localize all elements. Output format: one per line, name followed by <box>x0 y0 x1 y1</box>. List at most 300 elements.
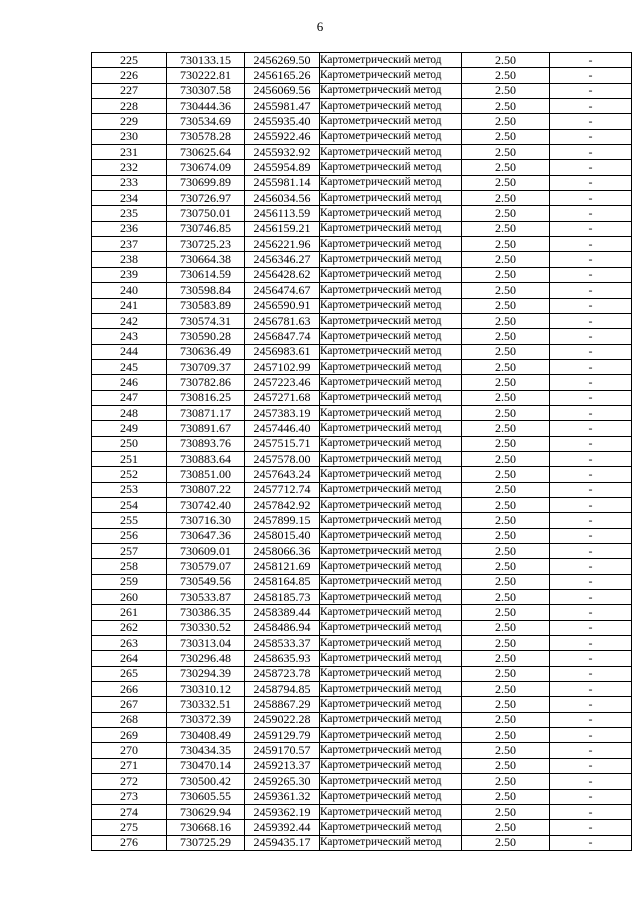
point-number-cell: 263 <box>92 636 167 651</box>
note-cell: - <box>550 145 632 160</box>
point-number-cell: 272 <box>92 774 167 789</box>
y-coordinate-cell: 2456069.56 <box>245 83 320 98</box>
y-coordinate-cell: 2456165.26 <box>245 68 320 83</box>
accuracy-cell: 2.50 <box>462 697 550 712</box>
method-cell: Картометрический метод <box>320 313 462 328</box>
method-cell: Картометрический метод <box>320 421 462 436</box>
accuracy-cell: 2.50 <box>462 743 550 758</box>
table-row <box>92 789 632 804</box>
table-row <box>92 590 632 605</box>
table-row <box>92 528 632 543</box>
note-cell: - <box>550 590 632 605</box>
point-number-cell: 242 <box>92 313 167 328</box>
table-row <box>92 774 632 789</box>
table-row <box>92 83 632 98</box>
method-cell: Картометрический метод <box>320 68 462 83</box>
accuracy-cell: 2.50 <box>462 574 550 589</box>
x-coordinate-cell: 730625.64 <box>167 145 245 160</box>
x-coordinate-cell: 730590.28 <box>167 329 245 344</box>
method-cell: Картометрический метод <box>320 728 462 743</box>
method-cell: Картометрический метод <box>320 83 462 98</box>
table-row <box>92 145 632 160</box>
note-cell: - <box>550 758 632 773</box>
accuracy-cell: 2.50 <box>462 436 550 451</box>
table-row <box>92 482 632 497</box>
note-cell: - <box>550 83 632 98</box>
point-number-cell: 245 <box>92 359 167 374</box>
accuracy-cell: 2.50 <box>462 145 550 160</box>
method-cell: Картометрический метод <box>320 175 462 190</box>
point-number-cell: 259 <box>92 574 167 589</box>
accuracy-cell: 2.50 <box>462 651 550 666</box>
x-coordinate-cell: 730470.14 <box>167 758 245 773</box>
point-number-cell: 253 <box>92 482 167 497</box>
note-cell: - <box>550 682 632 697</box>
note-cell: - <box>550 390 632 405</box>
y-coordinate-cell: 2459361.32 <box>245 789 320 804</box>
note-cell: - <box>550 175 632 190</box>
y-coordinate-cell: 2457643.24 <box>245 467 320 482</box>
accuracy-cell: 2.50 <box>462 682 550 697</box>
method-cell: Картометрический метод <box>320 206 462 221</box>
y-coordinate-cell: 2458389.44 <box>245 605 320 620</box>
note-cell: - <box>550 421 632 436</box>
y-coordinate-cell: 2459435.17 <box>245 835 320 850</box>
method-cell: Картометрический метод <box>320 283 462 298</box>
accuracy-cell: 2.50 <box>462 237 550 252</box>
note-cell: - <box>550 283 632 298</box>
accuracy-cell: 2.50 <box>462 405 550 420</box>
table-row <box>92 651 632 666</box>
point-number-cell: 271 <box>92 758 167 773</box>
note-cell: - <box>550 482 632 497</box>
table-row <box>92 743 632 758</box>
point-number-cell: 244 <box>92 344 167 359</box>
coordinates-table-body <box>92 53 632 851</box>
x-coordinate-cell: 730310.12 <box>167 682 245 697</box>
point-number-cell: 249 <box>92 421 167 436</box>
note-cell: - <box>550 544 632 559</box>
point-number-cell: 241 <box>92 298 167 313</box>
y-coordinate-cell: 2457102.99 <box>245 359 320 374</box>
accuracy-cell: 2.50 <box>462 666 550 681</box>
accuracy-cell: 2.50 <box>462 789 550 804</box>
method-cell: Картометрический метод <box>320 405 462 420</box>
point-number-cell: 240 <box>92 283 167 298</box>
x-coordinate-cell: 730294.39 <box>167 666 245 681</box>
x-coordinate-cell: 730614.59 <box>167 267 245 282</box>
point-number-cell: 274 <box>92 804 167 819</box>
y-coordinate-cell: 2458486.94 <box>245 620 320 635</box>
y-coordinate-cell: 2458015.40 <box>245 528 320 543</box>
point-number-cell: 227 <box>92 83 167 98</box>
method-cell: Картометрический метод <box>320 804 462 819</box>
table-row <box>92 175 632 190</box>
x-coordinate-cell: 730386.35 <box>167 605 245 620</box>
method-cell: Картометрический метод <box>320 682 462 697</box>
accuracy-cell: 2.50 <box>462 820 550 835</box>
x-coordinate-cell: 730725.29 <box>167 835 245 850</box>
accuracy-cell: 2.50 <box>462 344 550 359</box>
x-coordinate-cell: 730133.15 <box>167 53 245 68</box>
point-number-cell: 257 <box>92 544 167 559</box>
y-coordinate-cell: 2456269.50 <box>245 53 320 68</box>
x-coordinate-cell: 730533.87 <box>167 590 245 605</box>
table-row <box>92 191 632 206</box>
x-coordinate-cell: 730807.22 <box>167 482 245 497</box>
y-coordinate-cell: 2457712.74 <box>245 482 320 497</box>
accuracy-cell: 2.50 <box>462 758 550 773</box>
method-cell: Картометрический метод <box>320 160 462 175</box>
method-cell: Картометрический метод <box>320 651 462 666</box>
method-cell: Картометрический метод <box>320 329 462 344</box>
accuracy-cell: 2.50 <box>462 68 550 83</box>
table-row <box>92 390 632 405</box>
x-coordinate-cell: 730408.49 <box>167 728 245 743</box>
accuracy-cell: 2.50 <box>462 712 550 727</box>
point-number-cell: 258 <box>92 559 167 574</box>
y-coordinate-cell: 2455922.46 <box>245 129 320 144</box>
point-number-cell: 225 <box>92 53 167 68</box>
table-row <box>92 221 632 236</box>
x-coordinate-cell: 730891.67 <box>167 421 245 436</box>
y-coordinate-cell: 2455935.40 <box>245 114 320 129</box>
accuracy-cell: 2.50 <box>462 329 550 344</box>
table-row <box>92 758 632 773</box>
accuracy-cell: 2.50 <box>462 590 550 605</box>
method-cell: Картометрический метод <box>320 298 462 313</box>
y-coordinate-cell: 2456159.21 <box>245 221 320 236</box>
y-coordinate-cell: 2456590.91 <box>245 298 320 313</box>
method-cell: Картометрический метод <box>320 820 462 835</box>
table-row <box>92 620 632 635</box>
point-number-cell: 256 <box>92 528 167 543</box>
x-coordinate-cell: 730664.38 <box>167 252 245 267</box>
accuracy-cell: 2.50 <box>462 313 550 328</box>
table-row <box>92 359 632 374</box>
point-number-cell: 273 <box>92 789 167 804</box>
accuracy-cell: 2.50 <box>462 191 550 206</box>
y-coordinate-cell: 2459392.44 <box>245 820 320 835</box>
note-cell: - <box>550 666 632 681</box>
point-number-cell: 252 <box>92 467 167 482</box>
y-coordinate-cell: 2456221.96 <box>245 237 320 252</box>
y-coordinate-cell: 2456346.27 <box>245 252 320 267</box>
y-coordinate-cell: 2456983.61 <box>245 344 320 359</box>
method-cell: Картометрический метод <box>320 697 462 712</box>
accuracy-cell: 2.50 <box>462 53 550 68</box>
y-coordinate-cell: 2456113.59 <box>245 206 320 221</box>
method-cell: Картометрический метод <box>320 513 462 528</box>
table-row <box>92 237 632 252</box>
x-coordinate-cell: 730609.01 <box>167 544 245 559</box>
y-coordinate-cell: 2458121.69 <box>245 559 320 574</box>
note-cell: - <box>550 114 632 129</box>
table-row <box>92 682 632 697</box>
accuracy-cell: 2.50 <box>462 467 550 482</box>
method-cell: Картометрический метод <box>320 835 462 850</box>
table-row <box>92 298 632 313</box>
note-cell: - <box>550 559 632 574</box>
x-coordinate-cell: 730716.30 <box>167 513 245 528</box>
accuracy-cell: 2.50 <box>462 636 550 651</box>
point-number-cell: 235 <box>92 206 167 221</box>
note-cell: - <box>550 743 632 758</box>
accuracy-cell: 2.50 <box>462 99 550 114</box>
method-cell: Картометрический метод <box>320 267 462 282</box>
table-row <box>92 344 632 359</box>
point-number-cell: 250 <box>92 436 167 451</box>
table-row <box>92 405 632 420</box>
point-number-cell: 262 <box>92 620 167 635</box>
accuracy-cell: 2.50 <box>462 451 550 466</box>
point-number-cell: 246 <box>92 375 167 390</box>
point-number-cell: 268 <box>92 712 167 727</box>
table-row <box>92 497 632 512</box>
y-coordinate-cell: 2459362.19 <box>245 804 320 819</box>
method-cell: Картометрический метод <box>320 497 462 512</box>
table-row <box>92 283 632 298</box>
point-number-cell: 260 <box>92 590 167 605</box>
x-coordinate-cell: 730330.52 <box>167 620 245 635</box>
y-coordinate-cell: 2456428.62 <box>245 267 320 282</box>
table-row <box>92 329 632 344</box>
x-coordinate-cell: 730578.28 <box>167 129 245 144</box>
method-cell: Картометрический метод <box>320 574 462 589</box>
y-coordinate-cell: 2459170.57 <box>245 743 320 758</box>
accuracy-cell: 2.50 <box>462 497 550 512</box>
x-coordinate-cell: 730725.23 <box>167 237 245 252</box>
y-coordinate-cell: 2458185.73 <box>245 590 320 605</box>
accuracy-cell: 2.50 <box>462 804 550 819</box>
table-row <box>92 728 632 743</box>
method-cell: Картометрический метод <box>320 191 462 206</box>
point-number-cell: 254 <box>92 497 167 512</box>
accuracy-cell: 2.50 <box>462 83 550 98</box>
note-cell: - <box>550 298 632 313</box>
table-row <box>92 666 632 681</box>
note-cell: - <box>550 313 632 328</box>
x-coordinate-cell: 730313.04 <box>167 636 245 651</box>
point-number-cell: 267 <box>92 697 167 712</box>
accuracy-cell: 2.50 <box>462 252 550 267</box>
accuracy-cell: 2.50 <box>462 728 550 743</box>
page-number: 6 <box>316 19 324 34</box>
point-number-cell: 230 <box>92 129 167 144</box>
note-cell: - <box>550 344 632 359</box>
table-row <box>92 712 632 727</box>
y-coordinate-cell: 2458635.93 <box>245 651 320 666</box>
y-coordinate-cell: 2459022.28 <box>245 712 320 727</box>
method-cell: Картометрический метод <box>320 774 462 789</box>
accuracy-cell: 2.50 <box>462 620 550 635</box>
note-cell: - <box>550 497 632 512</box>
note-cell: - <box>550 206 632 221</box>
x-coordinate-cell: 730574.31 <box>167 313 245 328</box>
table-row <box>92 804 632 819</box>
note-cell: - <box>550 221 632 236</box>
y-coordinate-cell: 2458794.85 <box>245 682 320 697</box>
table-row <box>92 375 632 390</box>
x-coordinate-cell: 730583.89 <box>167 298 245 313</box>
point-number-cell: 236 <box>92 221 167 236</box>
x-coordinate-cell: 730534.69 <box>167 114 245 129</box>
note-cell: - <box>550 804 632 819</box>
y-coordinate-cell: 2457578.00 <box>245 451 320 466</box>
point-number-cell: 234 <box>92 191 167 206</box>
table-row <box>92 206 632 221</box>
note-cell: - <box>550 712 632 727</box>
method-cell: Картометрический метод <box>320 221 462 236</box>
accuracy-cell: 2.50 <box>462 774 550 789</box>
note-cell: - <box>550 68 632 83</box>
y-coordinate-cell: 2457383.19 <box>245 405 320 420</box>
point-number-cell: 238 <box>92 252 167 267</box>
x-coordinate-cell: 730636.49 <box>167 344 245 359</box>
method-cell: Картометрический метод <box>320 467 462 482</box>
method-cell: Картометрический метод <box>320 743 462 758</box>
table-row <box>92 820 632 835</box>
method-cell: Картометрический метод <box>320 53 462 68</box>
accuracy-cell: 2.50 <box>462 267 550 282</box>
point-number-cell: 247 <box>92 390 167 405</box>
point-number-cell: 248 <box>92 405 167 420</box>
y-coordinate-cell: 2458533.37 <box>245 636 320 651</box>
x-coordinate-cell: 730674.09 <box>167 160 245 175</box>
point-number-cell: 269 <box>92 728 167 743</box>
y-coordinate-cell: 2456847.74 <box>245 329 320 344</box>
note-cell: - <box>550 605 632 620</box>
table-row <box>92 451 632 466</box>
method-cell: Картометрический метод <box>320 114 462 129</box>
accuracy-cell: 2.50 <box>462 298 550 313</box>
note-cell: - <box>550 375 632 390</box>
note-cell: - <box>550 528 632 543</box>
table-row <box>92 313 632 328</box>
accuracy-cell: 2.50 <box>462 129 550 144</box>
accuracy-cell: 2.50 <box>462 605 550 620</box>
accuracy-cell: 2.50 <box>462 421 550 436</box>
point-number-cell: 266 <box>92 682 167 697</box>
table-row <box>92 513 632 528</box>
table-row <box>92 114 632 129</box>
note-cell: - <box>550 513 632 528</box>
note-cell: - <box>550 451 632 466</box>
x-coordinate-cell: 730782.86 <box>167 375 245 390</box>
x-coordinate-cell: 730893.76 <box>167 436 245 451</box>
accuracy-cell: 2.50 <box>462 835 550 850</box>
x-coordinate-cell: 730709.37 <box>167 359 245 374</box>
accuracy-cell: 2.50 <box>462 559 550 574</box>
x-coordinate-cell: 730668.16 <box>167 820 245 835</box>
method-cell: Картометрический метод <box>320 451 462 466</box>
point-number-cell: 243 <box>92 329 167 344</box>
method-cell: Картометрический метод <box>320 237 462 252</box>
y-coordinate-cell: 2458066.36 <box>245 544 320 559</box>
accuracy-cell: 2.50 <box>462 221 550 236</box>
table-row <box>92 99 632 114</box>
note-cell: - <box>550 574 632 589</box>
table-row <box>92 697 632 712</box>
note-cell: - <box>550 129 632 144</box>
y-coordinate-cell: 2456034.56 <box>245 191 320 206</box>
accuracy-cell: 2.50 <box>462 544 550 559</box>
x-coordinate-cell: 730434.35 <box>167 743 245 758</box>
y-coordinate-cell: 2458867.29 <box>245 697 320 712</box>
method-cell: Картометрический метод <box>320 252 462 267</box>
point-number-cell: 275 <box>92 820 167 835</box>
method-cell: Картометрический метод <box>320 712 462 727</box>
method-cell: Картометрический метод <box>320 145 462 160</box>
y-coordinate-cell: 2458723.78 <box>245 666 320 681</box>
table-row <box>92 252 632 267</box>
method-cell: Картометрический метод <box>320 129 462 144</box>
x-coordinate-cell: 730579.07 <box>167 559 245 574</box>
table-row <box>92 544 632 559</box>
x-coordinate-cell: 730629.94 <box>167 804 245 819</box>
x-coordinate-cell: 730871.17 <box>167 405 245 420</box>
x-coordinate-cell: 730222.81 <box>167 68 245 83</box>
x-coordinate-cell: 730372.39 <box>167 712 245 727</box>
point-number-cell: 251 <box>92 451 167 466</box>
accuracy-cell: 2.50 <box>462 175 550 190</box>
note-cell: - <box>550 789 632 804</box>
y-coordinate-cell: 2455981.14 <box>245 175 320 190</box>
method-cell: Картометрический метод <box>320 559 462 574</box>
accuracy-cell: 2.50 <box>462 528 550 543</box>
y-coordinate-cell: 2457515.71 <box>245 436 320 451</box>
method-cell: Картометрический метод <box>320 359 462 374</box>
method-cell: Картометрический метод <box>320 789 462 804</box>
method-cell: Картометрический метод <box>320 528 462 543</box>
note-cell: - <box>550 651 632 666</box>
accuracy-cell: 2.50 <box>462 513 550 528</box>
table-row <box>92 68 632 83</box>
point-number-cell: 228 <box>92 99 167 114</box>
point-number-cell: 233 <box>92 175 167 190</box>
table-row <box>92 467 632 482</box>
x-coordinate-cell: 730816.25 <box>167 390 245 405</box>
method-cell: Картометрический метод <box>320 605 462 620</box>
point-number-cell: 226 <box>92 68 167 83</box>
y-coordinate-cell: 2455954.89 <box>245 160 320 175</box>
x-coordinate-cell: 730500.42 <box>167 774 245 789</box>
method-cell: Картометрический метод <box>320 544 462 559</box>
point-number-cell: 264 <box>92 651 167 666</box>
note-cell: - <box>550 697 632 712</box>
note-cell: - <box>550 237 632 252</box>
method-cell: Картометрический метод <box>320 99 462 114</box>
x-coordinate-cell: 730750.01 <box>167 206 245 221</box>
x-coordinate-cell: 730605.55 <box>167 789 245 804</box>
x-coordinate-cell: 730296.48 <box>167 651 245 666</box>
point-number-cell: 229 <box>92 114 167 129</box>
y-coordinate-cell: 2457899.15 <box>245 513 320 528</box>
method-cell: Картометрический метод <box>320 375 462 390</box>
note-cell: - <box>550 620 632 635</box>
accuracy-cell: 2.50 <box>462 114 550 129</box>
x-coordinate-cell: 730647.36 <box>167 528 245 543</box>
y-coordinate-cell: 2459129.79 <box>245 728 320 743</box>
y-coordinate-cell: 2456474.67 <box>245 283 320 298</box>
note-cell: - <box>550 835 632 850</box>
point-number-cell: 261 <box>92 605 167 620</box>
x-coordinate-cell: 730549.56 <box>167 574 245 589</box>
note-cell: - <box>550 436 632 451</box>
table-row <box>92 835 632 850</box>
y-coordinate-cell: 2459265.30 <box>245 774 320 789</box>
x-coordinate-cell: 730699.89 <box>167 175 245 190</box>
